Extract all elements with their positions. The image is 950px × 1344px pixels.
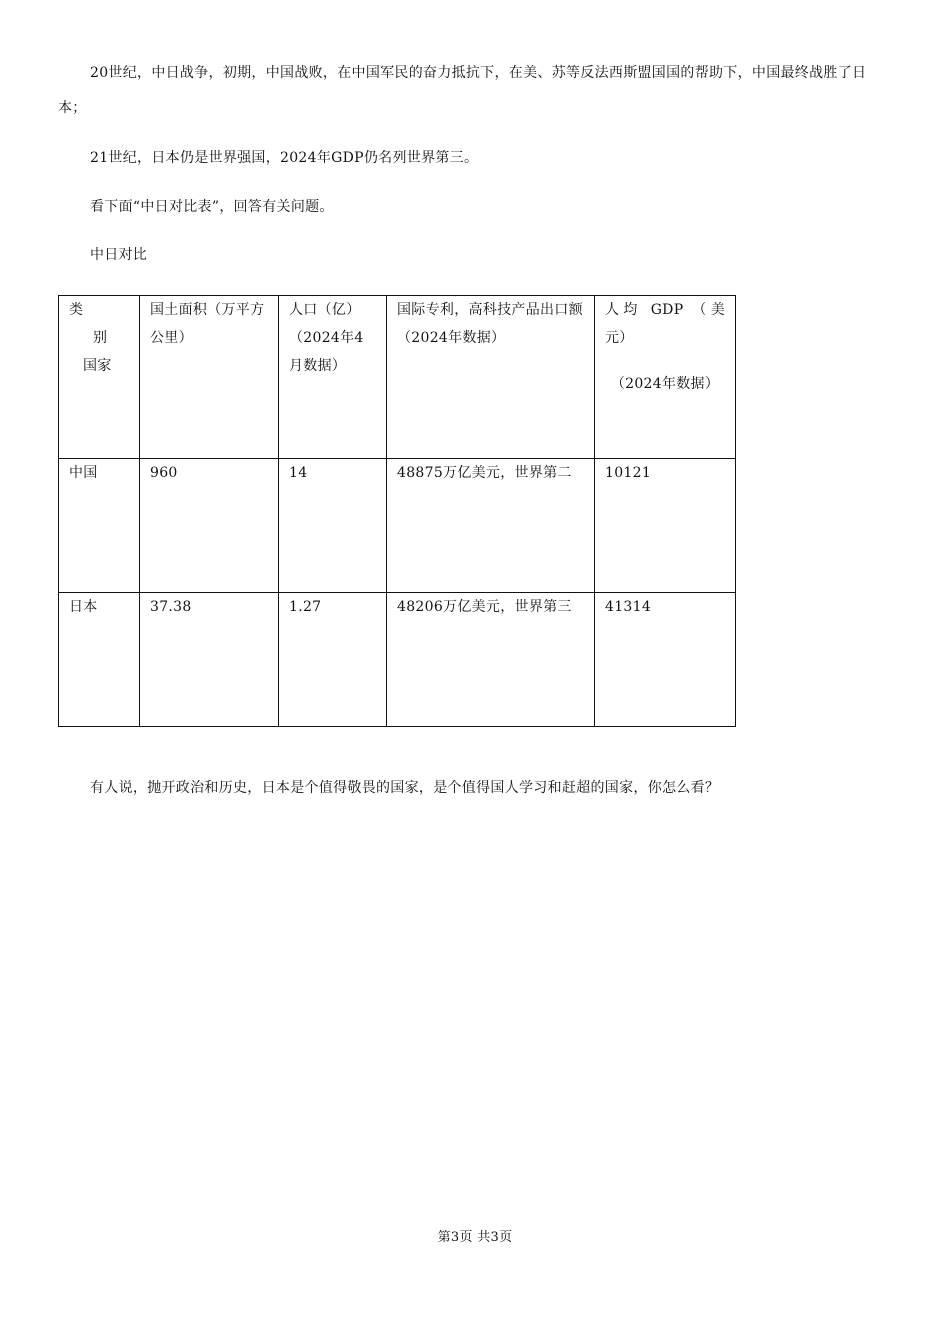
patent-cell: 48875万亿美元，世界第二 xyxy=(387,459,595,593)
population-cell: 1.27 xyxy=(279,593,387,727)
patent-cell: 48206万亿美元，世界第三 xyxy=(387,593,595,727)
header-gdp-label: 人均 GDP （美 xyxy=(605,302,725,318)
intro-paragraph-20th-century: 20世纪，中日战争，初期，中国战败，在中国军民的奋力抵抗下，在美、苏等反法西斯盟国国的帮助下，中国最终战胜了日本； xyxy=(58,65,867,116)
country-cell: 日本 xyxy=(59,593,140,727)
gdp-cell: 41314 xyxy=(595,593,736,727)
gdp-cell: 10121 xyxy=(595,459,736,593)
table-row-china xyxy=(59,459,736,593)
instruction-paragraph: 看下面“中日对比表”，回答有关问题。 xyxy=(90,199,334,215)
header-area-cell: 国土面积（万平方公里） xyxy=(140,296,279,459)
header-population-cell: 人口（亿）（2024年4月数据） xyxy=(279,296,387,459)
table-row-japan xyxy=(59,593,736,727)
header-category-label: 类 xyxy=(69,302,84,318)
country-cell: 中国 xyxy=(59,459,140,593)
table-caption: 中日对比 xyxy=(90,247,148,263)
question-paragraph: 有人说，抛开政治和历史，日本是个值得敬畏的国家，是个值得国人学习和赶超的国家，你怎么看？ xyxy=(90,780,720,796)
comparison-table xyxy=(58,295,736,727)
page-footer: 第3页 共3页 xyxy=(437,1230,513,1245)
header-category-label-2: 别 xyxy=(93,330,108,346)
intro-paragraph-21st-century: 21世纪，日本仍是世界强国，2024年GDP仍名列世界第三。 xyxy=(90,150,479,166)
population-cell: 14 xyxy=(279,459,387,593)
header-country-label: 国家 xyxy=(83,358,112,374)
header-category-cell xyxy=(59,296,140,459)
area-cell: 37.38 xyxy=(140,593,279,727)
area-cell: 960 xyxy=(140,459,279,593)
header-patent-cell: 国际专利，高科技产品出口额（2024年数据） xyxy=(387,296,595,459)
table-header-row xyxy=(59,296,736,459)
header-gdp-cell xyxy=(595,296,736,459)
header-gdp-year: （2024年数据） xyxy=(610,376,720,392)
header-gdp-label-2: 元） xyxy=(605,330,634,346)
